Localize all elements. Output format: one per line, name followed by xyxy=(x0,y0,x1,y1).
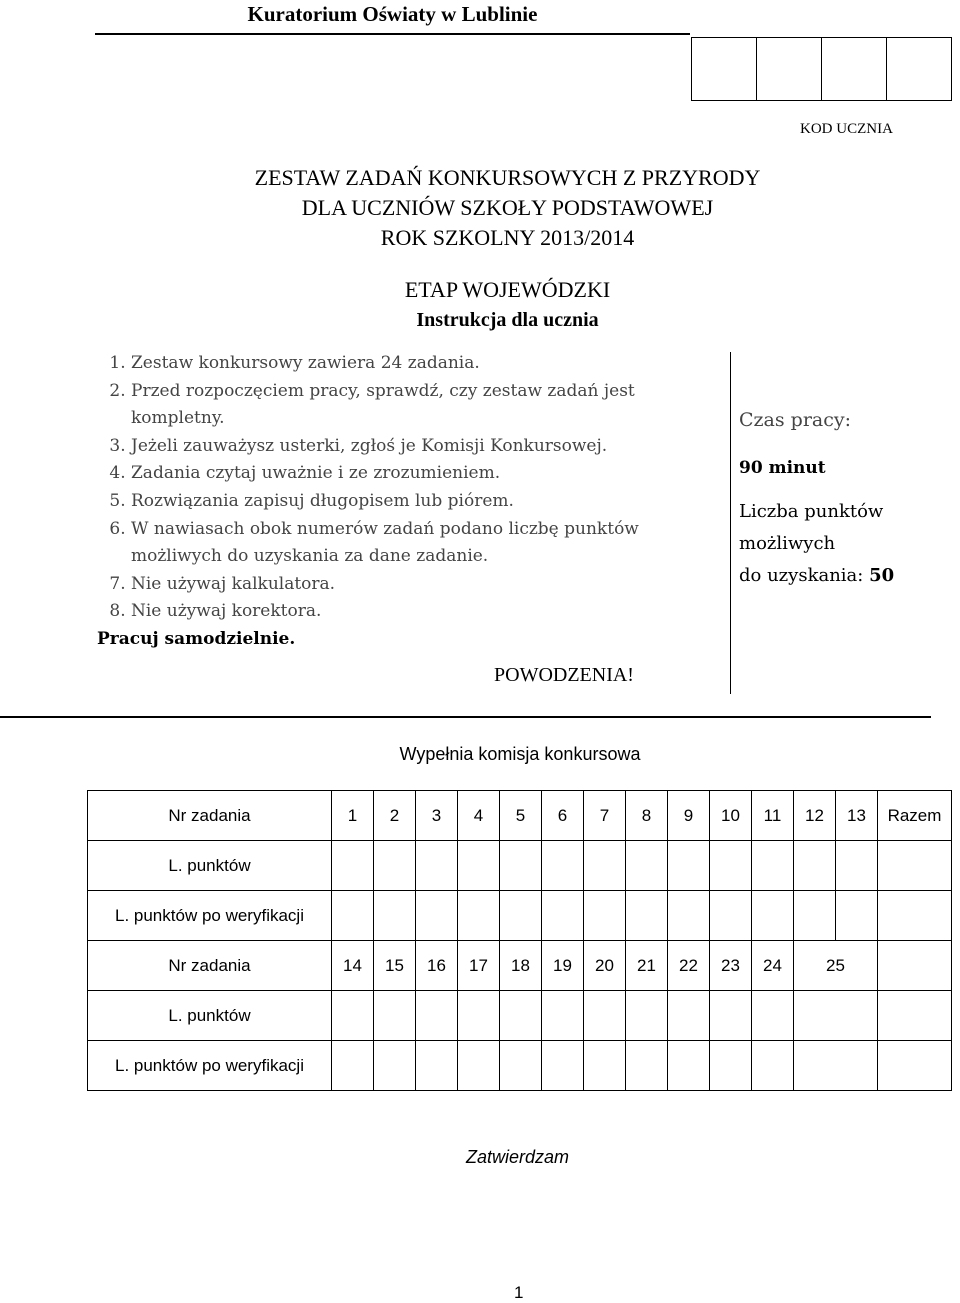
score-cell[interactable] xyxy=(332,1041,374,1091)
score-cell[interactable] xyxy=(584,841,626,891)
score-cell[interactable] xyxy=(416,1041,458,1091)
score-cell[interactable] xyxy=(500,1041,542,1091)
score-cell[interactable] xyxy=(374,991,416,1041)
empty-cell xyxy=(878,941,952,991)
task-number: 1 xyxy=(332,791,374,841)
points-label-1: Liczba punktów xyxy=(739,501,884,522)
score-cell[interactable] xyxy=(626,991,668,1041)
stage-block xyxy=(95,275,920,335)
exam-info-panel xyxy=(739,406,949,592)
stage-title: ETAP WOJEWÓDZKI xyxy=(404,277,611,302)
task-number: 25 xyxy=(794,941,878,991)
title-line-1: ZESTAW ZADAŃ KONKURSOWYCH Z PRZYRODY xyxy=(254,165,761,190)
score-cell[interactable] xyxy=(332,991,374,1041)
score-cell[interactable] xyxy=(584,991,626,1041)
table-row xyxy=(88,1041,952,1091)
score-cell[interactable] xyxy=(752,891,794,941)
score-cell[interactable] xyxy=(332,841,374,891)
task-number: 13 xyxy=(836,791,878,841)
score-cell[interactable] xyxy=(416,841,458,891)
score-cell[interactable] xyxy=(752,991,794,1041)
title-line-3: ROK SZKOLNY 2013/2014 xyxy=(380,225,635,250)
score-cell[interactable] xyxy=(458,841,500,891)
score-cell[interactable] xyxy=(416,891,458,941)
instruction-item: 1. Zestaw konkursowy zawiera 24 zadania. xyxy=(131,350,729,378)
task-number: 4 xyxy=(458,791,500,841)
task-number: 15 xyxy=(374,941,416,991)
work-alone-note: Pracuj samodzielnie. xyxy=(97,628,296,649)
student-code-boxes[interactable] xyxy=(691,37,952,101)
row-header-points: L. punktów xyxy=(88,841,332,891)
score-cell[interactable] xyxy=(500,991,542,1041)
score-cell[interactable] xyxy=(542,891,584,941)
title-line-2: DLA UCZNIÓW SZKOŁY PODSTAWOWEJ xyxy=(301,195,714,220)
instruction-item: 3. Jeżeli zauważysz usterki, zgłoś je Komisji Konkursowej. xyxy=(131,433,729,461)
table-row xyxy=(88,991,952,1041)
row-header-task: Nr zadania xyxy=(88,791,332,841)
score-cell[interactable] xyxy=(416,991,458,1041)
score-cell[interactable] xyxy=(374,841,416,891)
total-cell[interactable] xyxy=(878,841,952,891)
score-cell[interactable] xyxy=(458,1041,500,1091)
points-value: 50 xyxy=(869,565,895,586)
score-cell[interactable] xyxy=(668,891,710,941)
instruction-item: 8. Nie używaj korektora. xyxy=(131,598,729,626)
task-number: 7 xyxy=(584,791,626,841)
score-cell[interactable] xyxy=(752,1041,794,1091)
task-number: 11 xyxy=(752,791,794,841)
task-number: 19 xyxy=(542,941,584,991)
score-table xyxy=(87,790,952,1091)
task-number: 10 xyxy=(710,791,752,841)
time-value: 90 minut xyxy=(739,458,826,478)
total-header: Razem xyxy=(878,791,952,841)
empty-cell xyxy=(878,1041,952,1091)
score-cell[interactable] xyxy=(374,1041,416,1091)
score-cell[interactable] xyxy=(626,891,668,941)
approve-label: Zatwierdzam xyxy=(466,1147,570,1167)
table-row xyxy=(88,941,952,991)
commission-heading: Wypełnia komisja konkursowa xyxy=(399,744,641,764)
task-number: 8 xyxy=(626,791,668,841)
student-code-box[interactable] xyxy=(692,38,757,100)
good-luck-text: POWODZENIA! xyxy=(494,664,634,686)
task-number: 2 xyxy=(374,791,416,841)
score-cell[interactable] xyxy=(794,1041,878,1091)
score-cell[interactable] xyxy=(584,891,626,941)
score-cell[interactable] xyxy=(794,841,836,891)
score-cell[interactable] xyxy=(542,841,584,891)
total-cell[interactable] xyxy=(878,891,952,941)
points-label-3 xyxy=(739,560,949,592)
score-cell[interactable] xyxy=(458,891,500,941)
page-number: 1 xyxy=(514,1283,524,1302)
task-number: 9 xyxy=(668,791,710,841)
instructions-list xyxy=(97,350,729,654)
row-header-verified: L. punktów po weryfikacji xyxy=(88,1041,332,1091)
section-divider xyxy=(0,716,931,718)
score-cell[interactable] xyxy=(668,991,710,1041)
task-number: 12 xyxy=(794,791,836,841)
task-number: 17 xyxy=(458,941,500,991)
score-cell[interactable] xyxy=(668,1041,710,1091)
student-code-label: KOD UCZNIA xyxy=(800,121,893,137)
instructions-heading: Instrukcja dla ucznia xyxy=(416,309,599,331)
table-row xyxy=(88,891,952,941)
task-number: 20 xyxy=(584,941,626,991)
score-cell[interactable] xyxy=(836,841,878,891)
score-cell[interactable] xyxy=(626,1041,668,1091)
score-cell[interactable] xyxy=(668,841,710,891)
score-cell[interactable] xyxy=(710,991,752,1041)
table-row xyxy=(88,841,952,891)
table-row xyxy=(88,791,952,841)
score-cell[interactable] xyxy=(626,841,668,891)
task-number: 24 xyxy=(752,941,794,991)
task-number: 14 xyxy=(332,941,374,991)
score-cell[interactable] xyxy=(542,1041,584,1091)
score-cell[interactable] xyxy=(794,891,836,941)
score-cell[interactable] xyxy=(500,891,542,941)
points-label-2: możliwych xyxy=(739,533,836,554)
score-cell[interactable] xyxy=(794,991,878,1041)
student-code-box[interactable] xyxy=(887,38,951,100)
score-cell[interactable] xyxy=(710,841,752,891)
institution-header: Kuratorium Oświaty w Lublinie xyxy=(95,0,690,35)
instruction-item: 2. Przed rozpoczęciem pracy, sprawdź, czy zestaw zadań jest kompletny. xyxy=(131,378,729,433)
score-cell[interactable] xyxy=(458,991,500,1041)
points-label-text: do uzyskania: xyxy=(739,565,864,586)
document-title xyxy=(95,163,920,253)
task-number: 3 xyxy=(416,791,458,841)
student-code-box[interactable] xyxy=(822,38,887,100)
task-number: 23 xyxy=(710,941,752,991)
score-cell[interactable] xyxy=(332,891,374,941)
score-cell[interactable] xyxy=(584,1041,626,1091)
instruction-item: 4. Zadania czytaj uważnie i ze zrozumieniem. xyxy=(131,460,729,488)
score-cell[interactable] xyxy=(500,841,542,891)
row-header-task: Nr zadania xyxy=(88,941,332,991)
task-number: 18 xyxy=(500,941,542,991)
score-cell[interactable] xyxy=(710,891,752,941)
score-cell[interactable] xyxy=(836,891,878,941)
empty-cell xyxy=(878,991,952,1041)
score-cell[interactable] xyxy=(710,1041,752,1091)
row-header-points: L. punktów xyxy=(88,991,332,1041)
task-number: 21 xyxy=(626,941,668,991)
score-cell[interactable] xyxy=(752,841,794,891)
row-header-verified: L. punktów po weryfikacji xyxy=(88,891,332,941)
score-cell[interactable] xyxy=(542,991,584,1041)
instruction-item: 6. W nawiasach obok numerów zadań podano liczbę punktów możliwych do uzyskania za dane zadanie. xyxy=(131,516,729,571)
task-number: 6 xyxy=(542,791,584,841)
time-label: Czas pracy: xyxy=(739,409,852,431)
instruction-item: 7. Nie używaj kalkulatora. xyxy=(131,571,729,599)
score-cell[interactable] xyxy=(374,891,416,941)
task-number: 16 xyxy=(416,941,458,991)
instruction-item: 5. Rozwiązania zapisuj długopisem lub piórem. xyxy=(131,488,729,516)
vertical-divider xyxy=(730,352,731,694)
task-number: 5 xyxy=(500,791,542,841)
task-number: 22 xyxy=(668,941,710,991)
student-code-box[interactable] xyxy=(757,38,822,100)
